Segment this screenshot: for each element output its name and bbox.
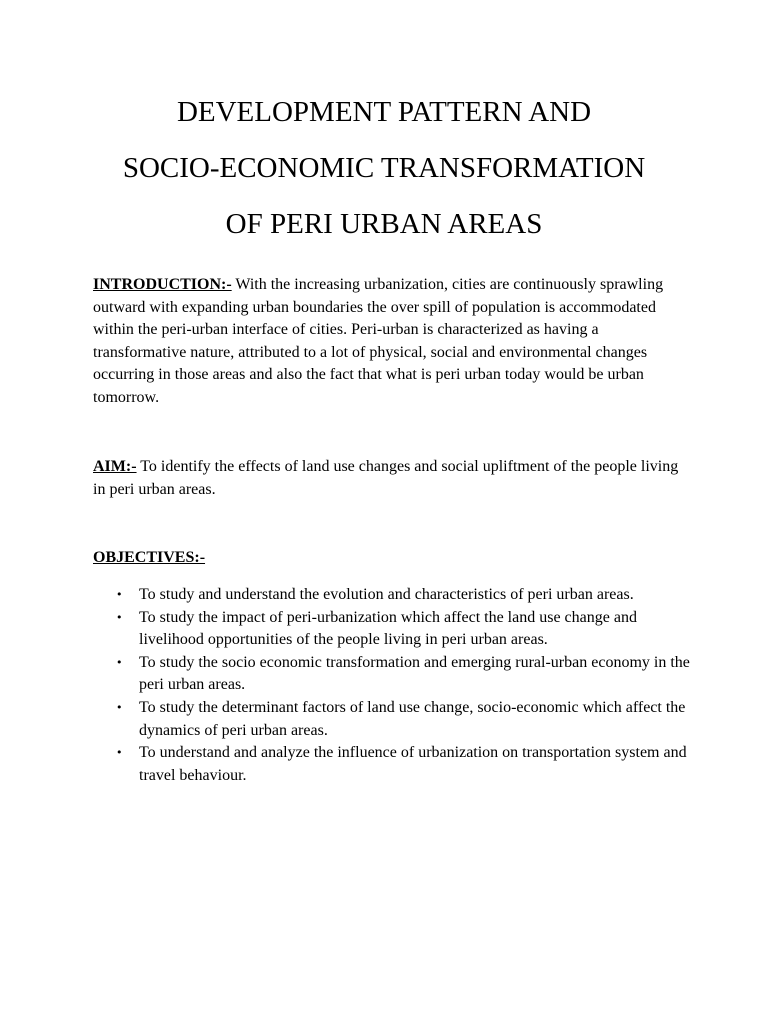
bullet-icon: • xyxy=(116,610,123,624)
objectives-heading-line xyxy=(93,547,693,570)
objective-item xyxy=(93,697,693,742)
bullet-icon: • xyxy=(116,746,123,760)
objective-text: To understand and analyze the influence of urbanization on transportation system and travel behaviour. xyxy=(139,744,687,784)
objective-item xyxy=(93,584,693,607)
aim-paragraph xyxy=(93,456,693,501)
objectives-heading: OBJECTIVES:- xyxy=(93,549,206,566)
introduction-text: With the increasing urbanization, cities are continuously sprawling outward with expanding urban boundaries the over spill of population is accommodated within the peri-urban interface of cities. Peri-urban is characterized as having a transformative nature, attributed to a lot of physical, social and environmental changes occurring in those areas and also the fact that what is peri urban today would be urban tomorrow. xyxy=(93,276,664,406)
aim-heading: AIM:- xyxy=(93,458,137,475)
title-line-2: SOCIO-ECONOMIC TRANSFORMATION xyxy=(122,152,646,184)
objective-text: To study the impact of peri-urbanization which affect the land use change and livelihood opportunities of the people living in peri urban areas. xyxy=(139,608,637,649)
introduction-heading: INTRODUCTION:- xyxy=(93,276,232,293)
objective-item xyxy=(93,652,693,697)
title-line-1: DEVELOPMENT PATTERN AND xyxy=(176,96,592,128)
objective-text: To study the determinant factors of land use change, socio-economic which affect the dynamics of peri urban areas. xyxy=(139,698,686,739)
introduction-section xyxy=(93,274,693,410)
bullet-icon: • xyxy=(116,700,123,714)
introduction-paragraph xyxy=(93,274,693,410)
objectives-list xyxy=(93,584,693,787)
objective-item xyxy=(93,607,693,652)
objective-text: To study the socio economic transformation and emerging rural-urban economy in the peri urban areas. xyxy=(139,653,690,694)
bullet-icon: • xyxy=(116,655,123,669)
objective-text: To study and understand the evolution and characteristics of peri urban areas. xyxy=(139,586,634,603)
aim-text: To identify the effects of land use changes and social upliftment of the people living in peri urban areas. xyxy=(93,458,679,498)
objective-item xyxy=(93,742,693,787)
objectives-section xyxy=(93,547,693,570)
document-title xyxy=(0,84,768,252)
aim-section xyxy=(93,456,693,501)
bullet-icon: • xyxy=(116,588,123,601)
title-line-3: OF PERI URBAN AREAS xyxy=(225,208,543,240)
